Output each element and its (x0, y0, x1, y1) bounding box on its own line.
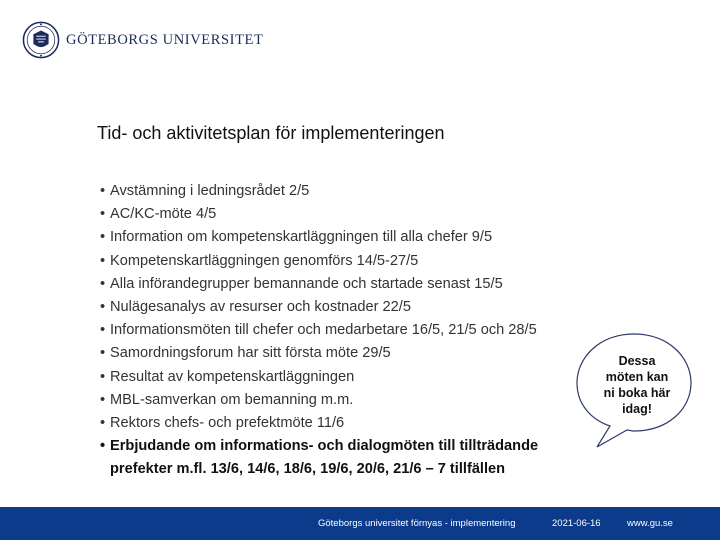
callout-text: Dessa möten kan ni boka här idag! (603, 354, 671, 416)
footer-date: 2021-06-16 (552, 518, 601, 529)
list-item (102, 203, 582, 226)
list-item-text: Samordningsforum har sitt första möte 29/5 (110, 345, 391, 362)
bullet-icon: • (100, 299, 106, 316)
footer-title: Göteborgs universitet förnyas - implementering (318, 518, 516, 529)
list-item-text: Rektors chefs- och prefektmöte 11/6 (110, 415, 345, 432)
list-item (102, 319, 582, 342)
list-item-text: MBL-samverkan om bemanning m.m. (110, 391, 354, 408)
list-item (102, 366, 582, 389)
list-item (102, 389, 582, 412)
university-seal-icon (22, 21, 60, 59)
list-item (102, 296, 582, 319)
list-item-text: Resultat av kompetenskartläggningen (110, 368, 355, 385)
bullet-icon: • (100, 368, 106, 385)
list-item-text: Informationsmöten till chefer och medarbetare 16/5, 21/5 och 28/5 (110, 322, 537, 339)
list-item (102, 250, 582, 273)
bullet-icon: • (100, 252, 106, 269)
list-item-text: AC/KC-möte 4/5 (110, 206, 217, 223)
bullet-icon: • (100, 438, 106, 455)
bullet-icon: • (100, 391, 106, 408)
list-item-text: Avstämning i ledningsrådet 2/5 (110, 183, 310, 199)
footer-url: www.gu.se (627, 518, 673, 529)
bullet-icon: • (100, 206, 106, 223)
list-item-text: Information om kompetenskartläggningen till alla chefer 9/5 (110, 229, 493, 246)
slide-title: Tid- och aktivitetsplan för implementeringen (97, 123, 445, 143)
list-item (102, 273, 582, 296)
bullet-icon: • (100, 229, 106, 246)
bullet-icon: • (100, 275, 106, 292)
list-item-text: Kompetenskartläggningen genomförs 14/5-27/5 (110, 252, 419, 269)
university-name: GÖTEBORGS UNIVERSITET (66, 31, 264, 48)
footer-bar (0, 507, 720, 540)
list-item (102, 435, 582, 481)
bullet-icon: • (100, 322, 106, 339)
list-item (102, 180, 582, 203)
list-item (102, 226, 582, 249)
list-item (102, 342, 582, 365)
bullet-icon: • (100, 183, 106, 199)
bullet-icon: • (100, 415, 106, 432)
bullet-icon: • (100, 345, 106, 362)
speech-bubble (565, 320, 703, 450)
bullet-list (102, 180, 582, 482)
list-item-text: Alla införandegrupper bemannande och startade senast 15/5 (110, 275, 503, 292)
list-item-text: Erbjudande om informations- och dialogmöten till tillträdande prefekter m.fl. 13/6, 14/6, 18/6, 19/6, 20/6, 21/6 – 7 tillfällen (110, 438, 539, 478)
university-logo (22, 20, 263, 60)
list-item-text: Nulägesanalys av resurser och kostnader 22/5 (110, 299, 411, 316)
list-item (102, 412, 582, 435)
